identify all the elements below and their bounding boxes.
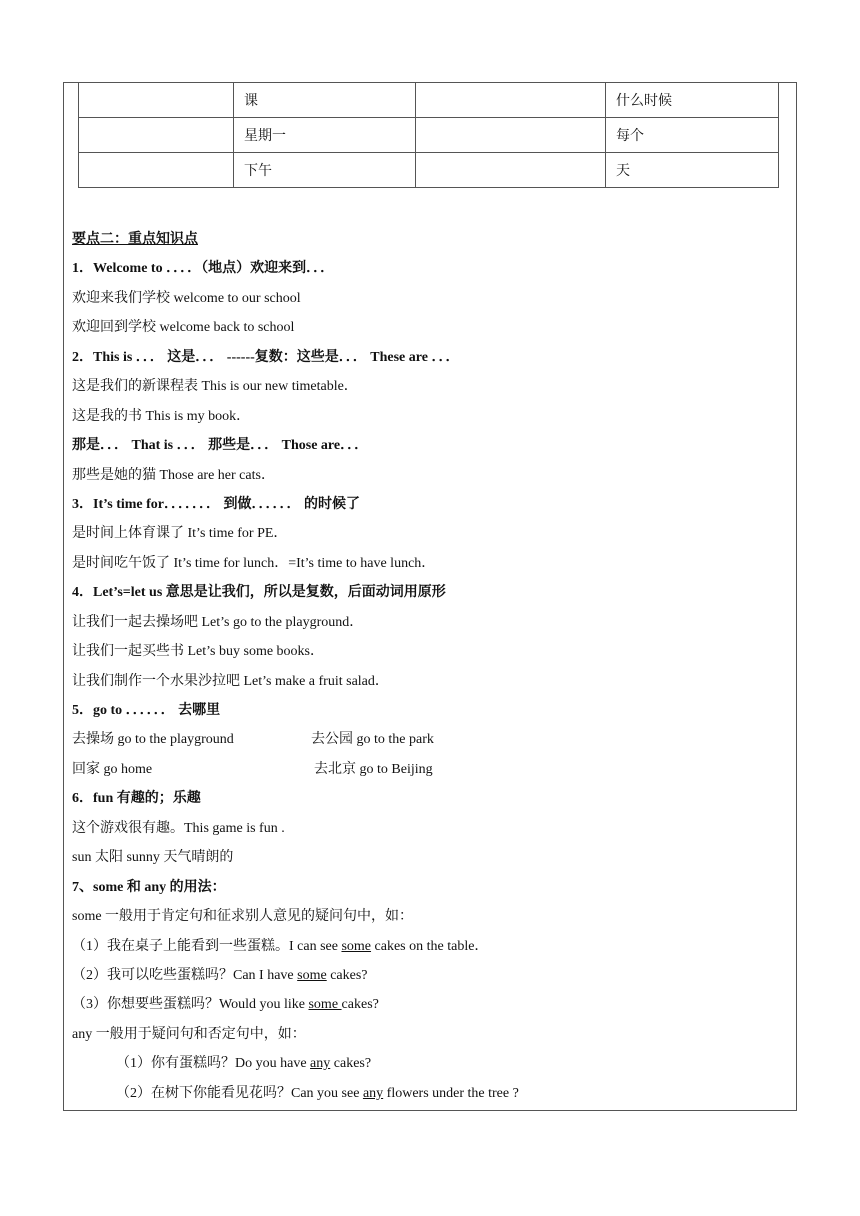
- keyword-some: some: [308, 997, 342, 1013]
- table-cell: 星期一: [234, 118, 416, 153]
- section-title: 要点二：重点知识点: [72, 232, 198, 247]
- content-body: [72, 225, 787, 1108]
- example-line: [72, 725, 787, 754]
- example-text: cakes?: [341, 997, 379, 1013]
- example-line: 让我们制作一个水果沙拉吧 Let’s make a fruit salad．: [72, 673, 389, 689]
- vocab-table: [78, 82, 779, 188]
- example-left: 回家 go home: [72, 761, 153, 777]
- keyword-any: any: [362, 1085, 384, 1101]
- example-right: 去北京 go to Beijing: [314, 761, 433, 777]
- table-cell: [416, 83, 606, 118]
- table-cell: 天: [606, 153, 779, 188]
- table-cell: 每个: [606, 118, 779, 153]
- example-line: 是时间吃午饭了 It’s time for lunch．=It’s time to have lunch．: [72, 555, 436, 571]
- point-title: 3．It’s time for．．．．．．． 到做．．．．．． 的时候了: [72, 496, 361, 512]
- table-cell: [79, 153, 234, 188]
- example-text: （3）你想要些蛋糕吗？Would you like: [72, 997, 309, 1013]
- point-subtitle: 那是．．． That is ．．． 那些是．．． Those are．．．: [72, 438, 369, 454]
- point-title: 7、some 和 any 的用法：: [72, 879, 226, 895]
- keyword-any: any: [310, 1056, 331, 1072]
- example-line: [72, 1049, 787, 1078]
- table-row: [79, 118, 779, 153]
- table-cell: 课: [234, 83, 416, 118]
- table-cell: [79, 83, 234, 118]
- table-cell: 什么时候: [606, 83, 779, 118]
- point-title: 4．Let’s=let us 意思是让我们，所以是复数，后面动词用原形: [72, 585, 446, 601]
- keyword-some: some: [297, 967, 327, 983]
- example-line: [72, 932, 787, 961]
- example-line: 让我们一起买些书 Let’s buy some books．: [72, 644, 324, 660]
- example-line: [72, 990, 787, 1019]
- rule-line: any 一般用于疑问句和否定句中，如：: [72, 1026, 306, 1042]
- table-cell: [79, 118, 234, 153]
- example-left: 去操场 go to the playground: [72, 732, 234, 748]
- example-line: 这是我的书 This is my book．: [72, 408, 251, 424]
- point-title: 5．go to ．．．．．． 去哪里: [72, 703, 221, 718]
- example-text: cakes on the table．: [371, 938, 489, 954]
- example-line: 欢迎来我们学校 welcome to our school: [72, 290, 301, 306]
- example-text: （2）我可以吃些蛋糕吗？Can I have: [72, 967, 298, 983]
- table-row: [79, 153, 779, 188]
- example-line: 这个游戏很有趣。This game is fun .: [72, 820, 285, 836]
- example-line: 是时间上体育课了 It’s time for PE．: [72, 526, 288, 542]
- point-title: 2．This is ．．． 这是．．． ------复数：这些是．．． These are ．．．: [72, 349, 460, 365]
- example-line: 让我们一起去操场吧 Let’s go to the playground．: [72, 614, 364, 630]
- example-line: 这是我们的新课程表 This is our new timetable．: [72, 379, 358, 395]
- table-cell: [416, 153, 606, 188]
- keyword-some: some: [341, 938, 372, 954]
- table-row: [79, 83, 779, 118]
- example-text: （1）我在桌子上能看到一些蛋糕。I can see: [72, 938, 342, 954]
- example-text: cakes?: [330, 1056, 372, 1072]
- example-text: （2）在树下你能看见花吗？Can you see: [116, 1085, 363, 1101]
- example-line: sun 太阳 sunny 天气晴朗的: [72, 850, 234, 866]
- example-text: cakes?: [326, 967, 368, 983]
- example-right: 去公园 go to the park: [311, 732, 434, 748]
- example-text: flowers under the tree ?: [383, 1085, 519, 1101]
- rule-line: some 一般用于肯定句和征求别人意见的疑问句中，如：: [72, 909, 414, 925]
- example-line: 那些是她的猫 Those are her cats．: [72, 467, 275, 483]
- example-line: [72, 755, 787, 784]
- point-title: 6．fun 有趣的；乐趣: [72, 791, 201, 807]
- example-line: [72, 961, 787, 990]
- example-line: [72, 1079, 787, 1108]
- example-line: 欢迎回到学校 welcome back to school: [72, 320, 295, 336]
- example-text: （1）你有蛋糕吗？Do you have: [116, 1056, 311, 1072]
- table-cell: [416, 118, 606, 153]
- point-title: 1．Welcome to ．．．．（地点）欢迎来到．．．: [72, 261, 335, 277]
- table-cell: 下午: [234, 153, 416, 188]
